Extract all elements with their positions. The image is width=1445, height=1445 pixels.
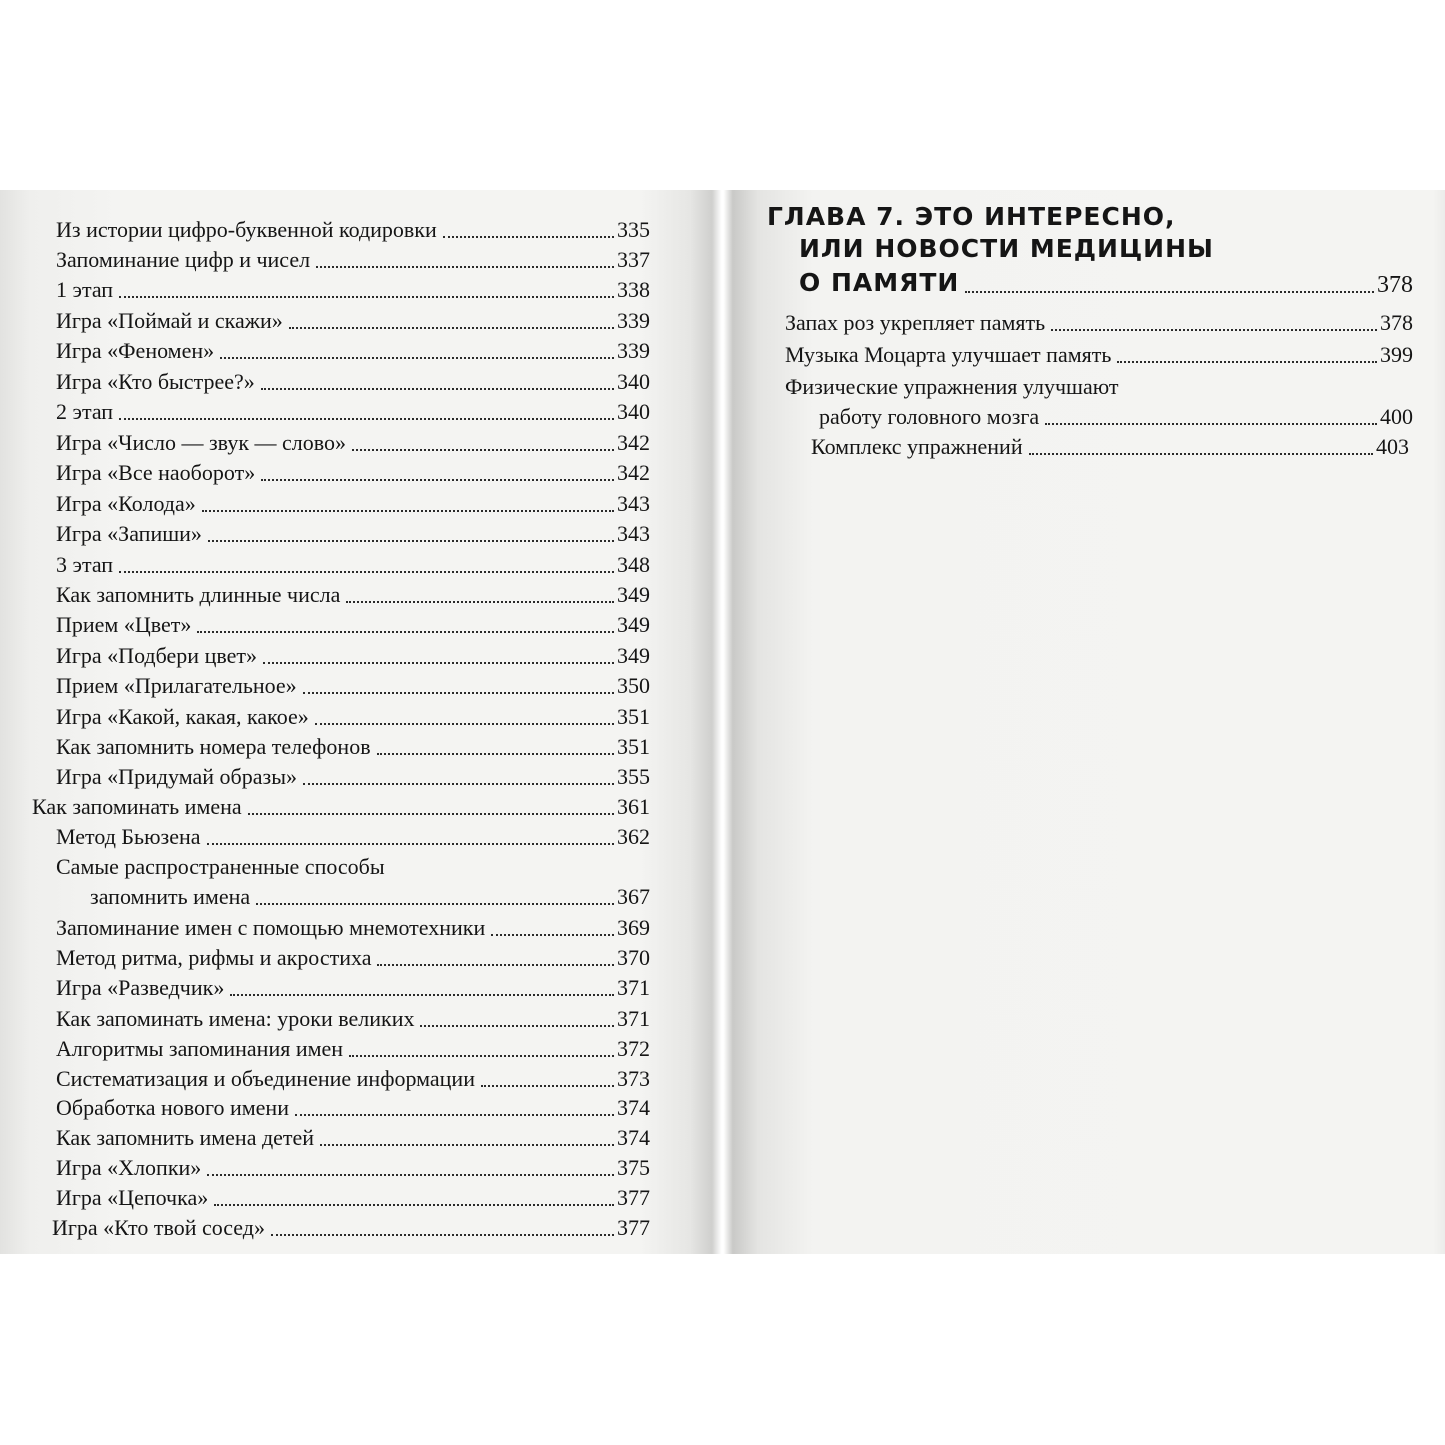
toc-entry [56, 456, 650, 486]
toc-entry-title: работу головного мозга [819, 404, 1040, 429]
toc-entry-page-number: 350 [617, 673, 650, 698]
toc-entry-title: Игра «Подбери цвет» [56, 643, 257, 668]
toc-entry-title: Игра «Число — звук — слово» [56, 430, 346, 455]
toc-entry-title: Метод ритма, рифмы и акростиха [56, 945, 372, 970]
toc-entry-page-number: 378 [1380, 310, 1413, 335]
toc-entry [56, 334, 650, 364]
toc-entry-title: Игра «Кто твой сосед» [52, 1215, 265, 1240]
toc-entry [56, 608, 650, 638]
leader-dots [420, 1019, 614, 1027]
leader-dots [256, 897, 614, 905]
toc-entry-title: Систематизация и объединение информации [56, 1066, 475, 1091]
toc-entry [56, 243, 650, 273]
leader-dots [1051, 323, 1377, 331]
toc-entry [56, 395, 650, 425]
leader-dots [1045, 417, 1377, 425]
toc-entry [56, 1091, 650, 1121]
toc-entry-title: Как запомнить имена детей [56, 1125, 315, 1150]
toc-entry-page-number: 349 [617, 612, 650, 637]
leader-dots [289, 321, 614, 329]
toc-entry [56, 365, 650, 395]
toc-entry [56, 1121, 650, 1151]
toc-entry-page-number: 349 [617, 582, 650, 607]
toc-entry [56, 213, 650, 243]
toc-entry [56, 941, 650, 971]
leader-dots [207, 837, 614, 845]
leader-dots [119, 412, 614, 420]
toc-entry [56, 273, 650, 303]
leader-dots [377, 747, 614, 755]
leader-dots [263, 656, 614, 664]
leader-dots [1029, 447, 1373, 455]
toc-entry-title: Алгоритмы запоминания имен [56, 1036, 344, 1061]
toc-entry-title: Запах роз укрепляет память [785, 310, 1046, 335]
toc-entry [56, 850, 650, 880]
leader-dots [1117, 355, 1377, 363]
toc-entry-page-number: 371 [617, 1006, 650, 1031]
toc-entry [56, 669, 650, 699]
toc-entry [52, 1211, 650, 1241]
toc-entry [56, 426, 650, 456]
toc-entry-page-number: 373 [617, 1066, 650, 1091]
toc-entry [56, 304, 650, 334]
toc-entry-title: Запоминание цифр и чисел [56, 247, 311, 272]
toc-entry-title: 2 этап [56, 399, 114, 424]
toc-entry-page-number: 372 [617, 1036, 650, 1061]
toc-entry [785, 338, 1413, 368]
leader-dots [316, 260, 614, 268]
toc-entry [785, 306, 1413, 336]
leader-dots [197, 625, 614, 633]
leader-dots [481, 1079, 614, 1087]
toc-entry-page-number: 399 [1380, 342, 1413, 367]
toc-entry [56, 760, 650, 790]
leader-dots [261, 382, 614, 390]
toc-entry-page-number: 335 [617, 217, 650, 242]
chapter-heading-line-1: ГЛАВА 7. ЭТО ИНТЕРЕСНО, [767, 202, 1176, 231]
leader-dots [377, 958, 614, 966]
toc-entry-title: Прием «Прилагательное» [56, 673, 297, 698]
toc-entry-title: Метод Бьюзена [56, 824, 201, 849]
leader-dots [207, 1168, 614, 1176]
toc-entry [56, 517, 650, 547]
leader-dots [303, 777, 614, 785]
right-page [733, 190, 1445, 1254]
toc-entry-title: Игра «Феномен» [56, 338, 215, 363]
toc-entry-title: Как запомнить длинные числа [56, 582, 341, 607]
leader-dots [320, 1138, 614, 1146]
toc-entry-title: Музыка Моцарта улучшает память [785, 342, 1112, 367]
toc-entry-page-number: 362 [617, 824, 650, 849]
toc-entry [56, 1032, 650, 1062]
toc-entry-title: Игра «Разведчик» [56, 975, 225, 1000]
toc-entry-title: Игра «Кто быстрее?» [56, 369, 255, 394]
toc-entry [56, 548, 650, 578]
toc-entry-title: Комплекс упражнений [811, 434, 1023, 459]
left-toc-list [0, 190, 712, 1254]
toc-entry-title: Игра «Все наоборот» [56, 460, 256, 485]
leader-dots [208, 534, 614, 542]
toc-entry-page-number: 367 [617, 884, 650, 909]
leader-dots [248, 807, 614, 815]
toc-entry [56, 820, 650, 850]
toc-entry [90, 880, 650, 910]
leader-dots [352, 443, 614, 451]
chapter-page-number: 378 [1377, 272, 1413, 298]
toc-entry-page-number: 375 [617, 1155, 650, 1180]
toc-entry-title: Игра «Какой, какая, какое» [56, 704, 309, 729]
toc-entry-title: Как запомнить номера телефонов [56, 734, 371, 759]
toc-entry [56, 639, 650, 669]
toc-entry-page-number: 355 [617, 764, 650, 789]
right-toc-list [733, 190, 1445, 1254]
toc-entry [56, 971, 650, 1001]
toc-entry-page-number: 337 [617, 247, 650, 272]
toc-entry-page-number: 351 [617, 734, 650, 759]
toc-entry-title: Из истории цифро-буквенной кодировки [56, 217, 437, 242]
toc-entry [785, 370, 1413, 400]
toc-entry [819, 400, 1413, 430]
toc-entry-page-number: 370 [617, 945, 650, 970]
toc-entry-title: Обработка нового имени [56, 1095, 289, 1120]
toc-entry-page-number: 343 [617, 521, 650, 546]
toc-entry-page-number: 351 [617, 704, 650, 729]
leader-dots [119, 290, 614, 298]
chapter-heading-line-3: О ПАМЯТИ [799, 268, 960, 297]
toc-entry-page-number: 403 [1376, 434, 1409, 459]
toc-entry-title: 1 этап [56, 277, 114, 302]
toc-entry-page-number: 377 [617, 1215, 650, 1240]
toc-entry-page-number: 338 [617, 277, 650, 302]
toc-entry-title: Игра «Колода» [56, 491, 196, 516]
toc-entry-page-number: 340 [617, 399, 650, 424]
toc-entry-page-number: 377 [617, 1185, 650, 1210]
toc-entry-title: Физические упражнения улучшают [785, 374, 1119, 399]
leader-dots [315, 717, 614, 725]
toc-entry-title: запомнить имена [90, 884, 251, 909]
toc-entry-title: Запоминание имен с помощью мнемотехники [56, 915, 486, 940]
leader-dots [346, 595, 614, 603]
leader-dots [349, 1049, 614, 1057]
toc-entry-page-number: 342 [617, 460, 650, 485]
toc-entry [56, 730, 650, 760]
toc-entry-page-number: 361 [617, 794, 650, 819]
book-gutter [712, 190, 733, 1254]
toc-entry-title: 3 этап [56, 552, 114, 577]
toc-entry-title: Игра «Запиши» [56, 521, 202, 546]
toc-entry [56, 1181, 650, 1211]
toc-entry-title: Игра «Цепочка» [56, 1185, 209, 1210]
toc-entry [56, 1062, 650, 1092]
toc-entry-page-number: 339 [617, 338, 650, 363]
toc-entry-page-number: 339 [617, 308, 650, 333]
leader-dots [202, 504, 614, 512]
toc-entry [56, 578, 650, 608]
leader-dots [303, 686, 614, 694]
toc-entry-page-number: 369 [617, 915, 650, 940]
toc-entry [32, 790, 650, 820]
toc-entry-page-number: 348 [617, 552, 650, 577]
toc-entry [56, 1151, 650, 1181]
chapter-heading-line-2: ИЛИ НОВОСТИ МЕДИЦИНЫ [799, 234, 1214, 263]
left-page [0, 190, 712, 1254]
toc-entry-page-number: 374 [617, 1095, 650, 1120]
leader-dots [261, 473, 614, 481]
toc-entry-title: Как запоминать имена [32, 794, 242, 819]
toc-entry-title: Самые распространенные способы [56, 854, 385, 879]
leader-dots [491, 928, 614, 936]
toc-entry [56, 700, 650, 730]
toc-entry-page-number: 340 [617, 369, 650, 394]
leader-dots [119, 565, 614, 573]
leader-dots [295, 1108, 614, 1116]
toc-entry-page-number: 371 [617, 975, 650, 1000]
toc-entry-page-number: 342 [617, 430, 650, 455]
toc-entry-title: Как запоминать имена: уроки великих [56, 1006, 415, 1031]
toc-entry-page-number: 400 [1380, 404, 1413, 429]
toc-entry-page-number: 374 [617, 1125, 650, 1150]
toc-entry-page-number: 349 [617, 643, 650, 668]
toc-entry-title: Игра «Придумай образы» [56, 764, 297, 789]
toc-entry [811, 430, 1409, 460]
toc-entry [56, 1002, 650, 1032]
leader-dots [230, 988, 614, 996]
toc-entry-page-number: 343 [617, 491, 650, 516]
toc-entry-title: Прием «Цвет» [56, 612, 192, 637]
toc-entry-title: Игра «Хлопки» [56, 1155, 202, 1180]
leader-dots [443, 230, 614, 238]
toc-entry-title: Игра «Поймай и скажи» [56, 308, 283, 333]
toc-entry [56, 911, 650, 941]
leader-dots [220, 351, 614, 359]
leader-dots [271, 1228, 614, 1236]
toc-entry [56, 487, 650, 517]
leader-dots [214, 1198, 614, 1206]
